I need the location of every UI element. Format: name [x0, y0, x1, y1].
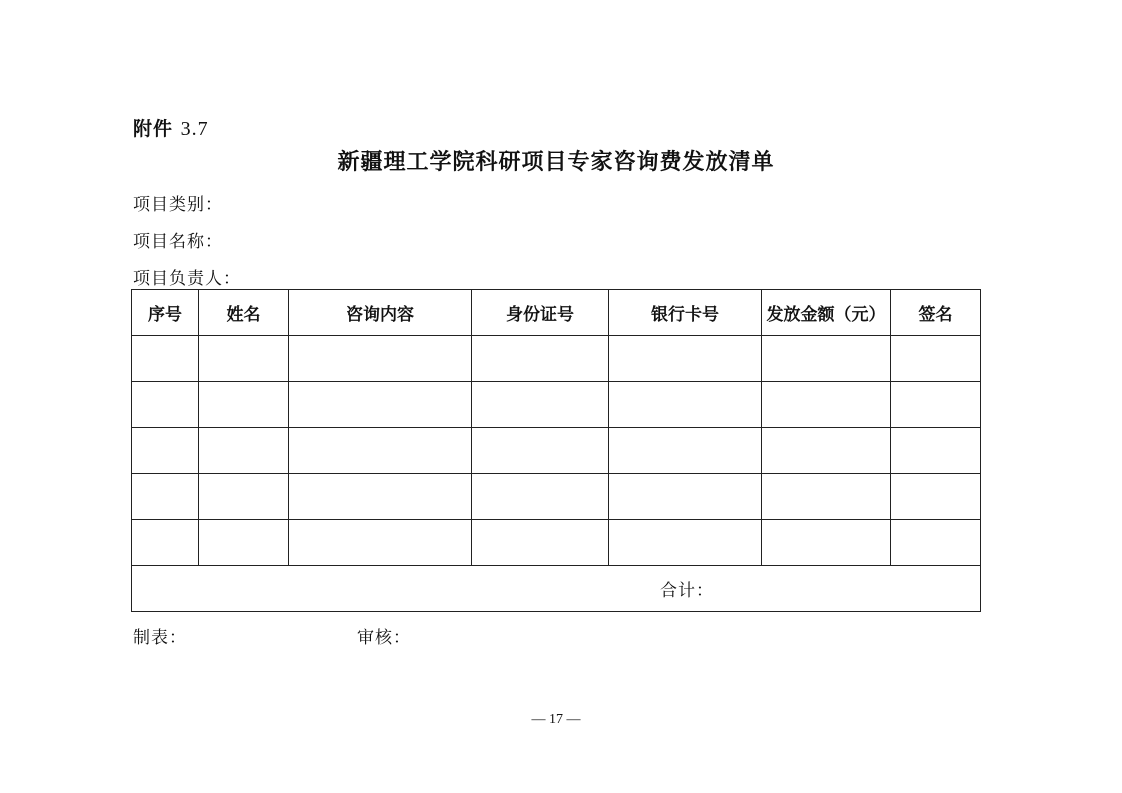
- page-number: — 17 —: [531, 712, 581, 727]
- table-cell[interactable]: [609, 474, 762, 520]
- table-cell[interactable]: [132, 336, 199, 382]
- table-cell[interactable]: [762, 474, 891, 520]
- table-cell[interactable]: [472, 336, 609, 382]
- maker-label: 制表：: [133, 628, 187, 648]
- table-header-row: [132, 290, 981, 336]
- project-category-label: 项目类别：: [133, 195, 223, 215]
- document-title: 新疆理工学院科研项目专家咨询费发放清单: [337, 150, 775, 175]
- table-cell[interactable]: [132, 474, 199, 520]
- payment-table: [131, 289, 981, 612]
- table-cell[interactable]: [762, 520, 891, 566]
- table-cell[interactable]: [891, 474, 981, 520]
- table-row: [132, 474, 981, 520]
- table-row: [132, 428, 981, 474]
- table-cell[interactable]: [472, 520, 609, 566]
- table-cell[interactable]: [199, 474, 289, 520]
- table-cell[interactable]: [891, 336, 981, 382]
- table-cell[interactable]: [132, 428, 199, 474]
- header-consult-content: 咨询内容: [289, 290, 472, 336]
- header-index: 序号: [132, 290, 199, 336]
- table-cell[interactable]: [609, 428, 762, 474]
- table-cell[interactable]: [891, 428, 981, 474]
- reviewer-label: 审核：: [357, 628, 411, 648]
- project-leader-label: 项目负责人：: [133, 269, 241, 289]
- table-cell[interactable]: [609, 382, 762, 428]
- table-cell[interactable]: [762, 428, 891, 474]
- table-cell[interactable]: [891, 520, 981, 566]
- table-row: [132, 382, 981, 428]
- header-signature: 签名: [891, 290, 981, 336]
- table-cell[interactable]: [289, 336, 472, 382]
- project-name-label: 项目名称：: [133, 232, 223, 252]
- attachment-label: [133, 114, 209, 141]
- table-cell[interactable]: [472, 474, 609, 520]
- table-cell[interactable]: [472, 382, 609, 428]
- total-label: 合计：: [660, 581, 714, 601]
- table-cell[interactable]: [199, 428, 289, 474]
- table-cell[interactable]: [891, 382, 981, 428]
- attachment-number: 3.7: [180, 118, 209, 140]
- table-cell[interactable]: [132, 382, 199, 428]
- header-name: 姓名: [199, 290, 289, 336]
- table-cell[interactable]: [609, 336, 762, 382]
- table-cell[interactable]: [289, 382, 472, 428]
- table-cell[interactable]: [472, 428, 609, 474]
- attachment-prefix: 附件: [133, 118, 174, 140]
- table-cell[interactable]: [289, 474, 472, 520]
- table-row: [132, 520, 981, 566]
- header-bank-card: 银行卡号: [609, 290, 762, 336]
- total-row: [132, 566, 981, 612]
- table-cell[interactable]: [199, 336, 289, 382]
- table-cell[interactable]: [199, 382, 289, 428]
- table-cell[interactable]: [289, 428, 472, 474]
- table-cell[interactable]: [762, 336, 891, 382]
- table-cell[interactable]: [609, 520, 762, 566]
- table-row: [132, 336, 981, 382]
- header-amount: 发放金额（元）: [762, 290, 891, 336]
- table-cell[interactable]: [762, 382, 891, 428]
- table-cell[interactable]: [132, 520, 199, 566]
- total-cell[interactable]: [132, 566, 981, 612]
- header-id-number: 身份证号: [472, 290, 609, 336]
- table-cell[interactable]: [199, 520, 289, 566]
- table-cell[interactable]: [289, 520, 472, 566]
